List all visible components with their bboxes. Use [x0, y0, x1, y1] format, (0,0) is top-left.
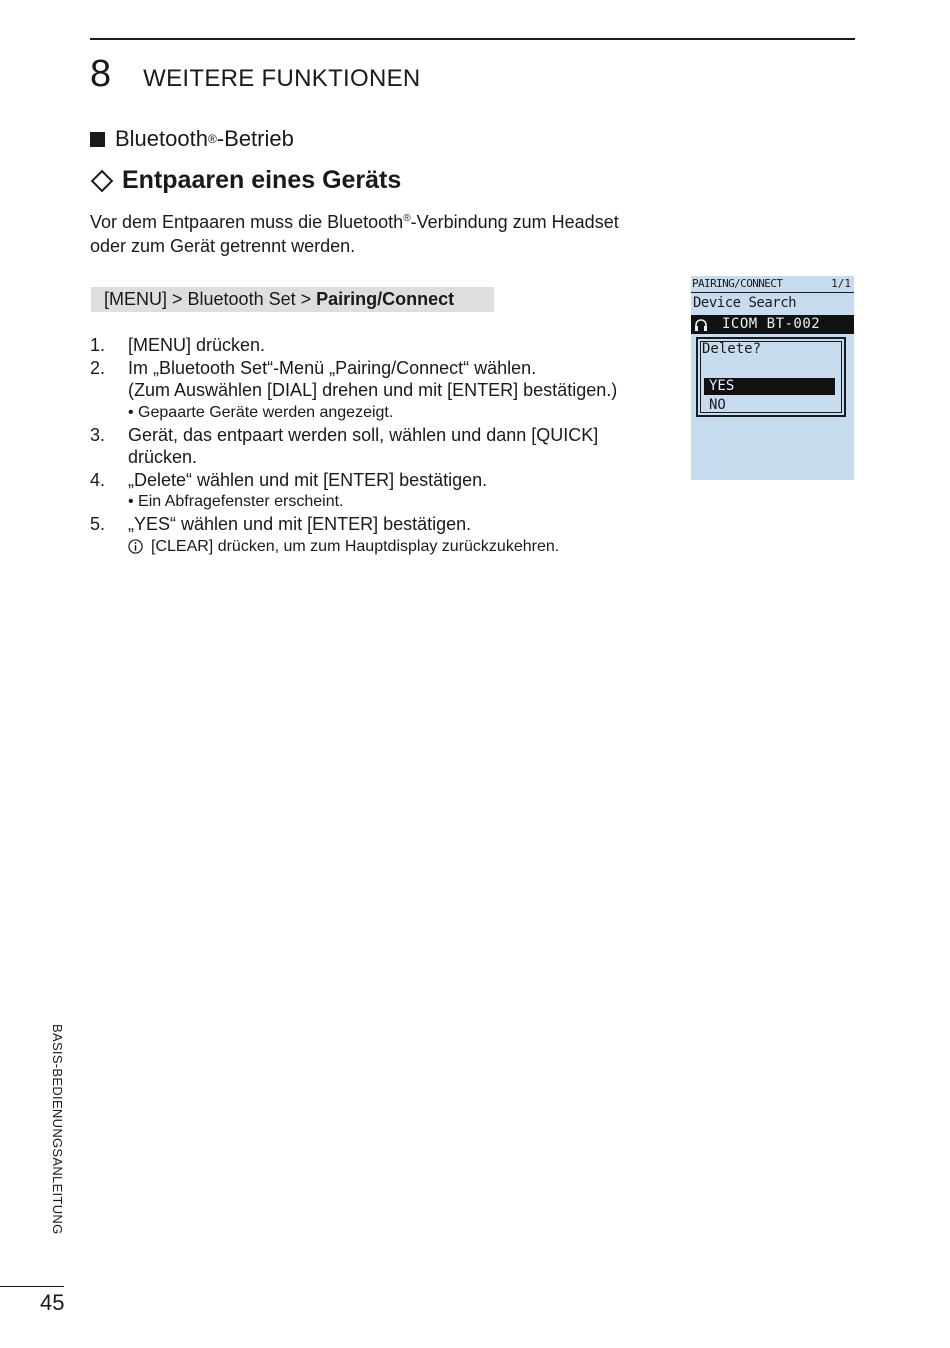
subsection-title: Entpaaren eines Geräts [122, 166, 402, 194]
paired-device-item[interactable] [691, 315, 854, 334]
intro-pre: Vor dem Entpaaren muss die Bluetooth [90, 212, 404, 232]
chapter-heading [90, 54, 421, 94]
step-number: 4. [90, 469, 106, 490]
square-bullet-icon [90, 132, 105, 147]
step-number: 1. [90, 335, 106, 355]
device-search-item[interactable]: Device Search [693, 295, 797, 311]
step-text: Im „Bluetooth Set“-Menü „Pairing/Connect“ wählen. [128, 357, 537, 378]
radio-display-screen [691, 276, 854, 480]
top-rule [90, 38, 855, 40]
step-number: 2. [90, 357, 106, 378]
page-number-rule [0, 1286, 64, 1287]
chapter-title: WEITERE FUNKTIONEN [143, 65, 421, 92]
section-heading [90, 126, 294, 152]
delete-dialog [696, 337, 846, 417]
side-label: BASIS-BEDIENUNGSANLEITUNG [50, 1024, 65, 1235]
step-text: [MENU] drücken. [128, 335, 266, 355]
no-option[interactable]: NO [709, 397, 726, 413]
screen-header [691, 276, 854, 293]
intro-registered-mark: ® [403, 213, 411, 224]
menu-path-target: Pairing/Connect [316, 289, 455, 309]
subsection-heading [90, 166, 401, 195]
page-number: 45 [40, 1290, 65, 1315]
section-title-post: -Betrieb [216, 126, 294, 151]
step-list [90, 334, 660, 558]
step-text-continued: (Zum Auswählen [DIAL] drehen und mit [ENTER] bestätigen.) [128, 380, 618, 400]
dialog-title: Delete? [702, 341, 762, 357]
headphones-icon [694, 318, 708, 332]
screen-header-title: PAIRING/CONNECT [692, 277, 783, 290]
step-number: 5. [90, 514, 106, 534]
step-3 [90, 424, 660, 469]
step-4 [90, 469, 660, 492]
step-bullet: • Gepaarte Geräte werden angezeigt. [128, 403, 394, 421]
note-text: [CLEAR] drücken, um zum Hauptdisplay zurückzukehren. [151, 537, 560, 555]
diamond-icon [91, 169, 114, 192]
step-text: Gerät, das entpaart werden soll, wählen und dann [QUICK] drücken. [128, 424, 599, 467]
registered-mark: ® [207, 132, 217, 146]
chapter-number: 8 [90, 53, 112, 95]
step-bullet: • Ein Abfragefenster erscheint. [128, 493, 344, 510]
step-2-continuation [90, 379, 660, 402]
menu-path [91, 287, 494, 312]
intro-post: -Verbindung zum Headset oder zum Gerät getrennt werden. [90, 212, 619, 256]
paired-device-name: ICOM BT-002 [722, 316, 821, 332]
section-title-pre: Bluetooth [115, 126, 208, 151]
intro-paragraph [90, 207, 630, 258]
step-number: 3. [90, 424, 106, 445]
step-2 [90, 357, 660, 380]
menu-path-prefix: [MENU] > Bluetooth Set > [104, 289, 317, 309]
yes-option[interactable]: YES [704, 378, 835, 395]
screen-page-indicator: 1/1 [831, 277, 851, 290]
step-text: „YES“ wählen und mit [ENTER] bestätigen. [128, 514, 472, 534]
step-text: „Delete“ wählen und mit [ENTER] bestätigen. [128, 469, 488, 490]
step-5 [90, 513, 660, 536]
step-note [128, 536, 660, 558]
step-1 [90, 334, 660, 357]
info-icon [128, 539, 143, 554]
